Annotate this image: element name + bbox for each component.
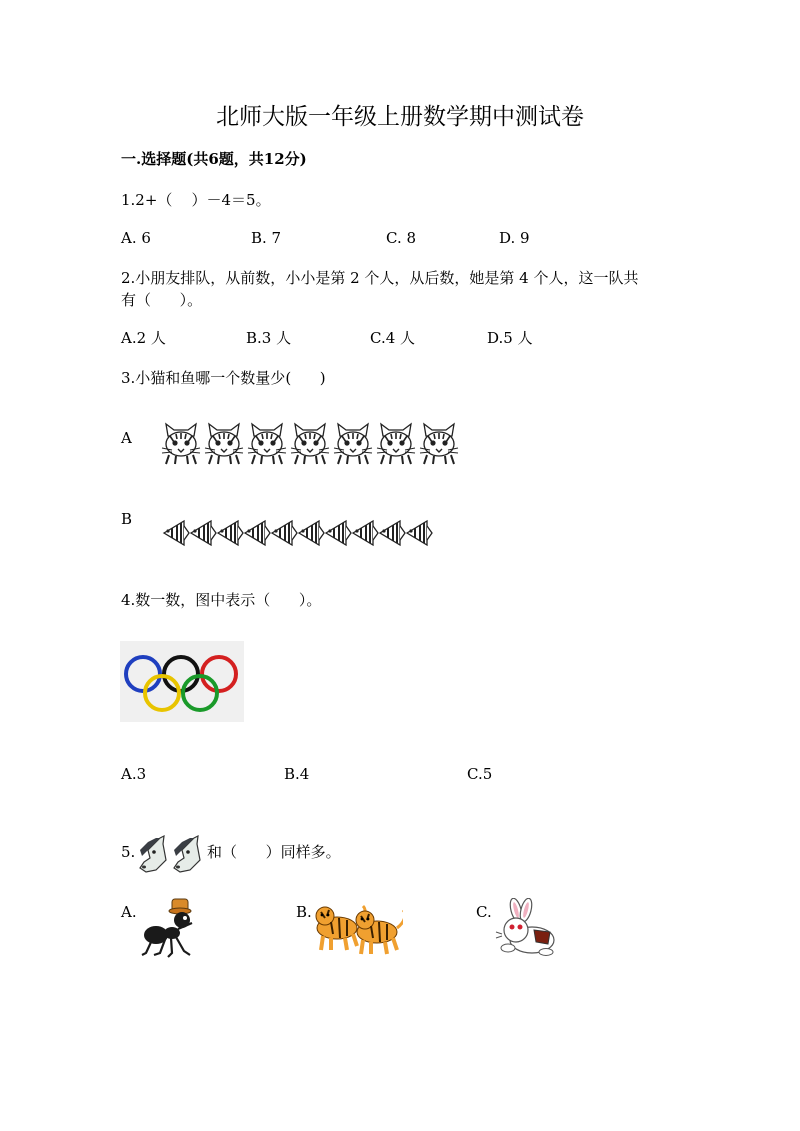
fish-icon: [407, 521, 432, 545]
q3-row-a-label: A: [121, 429, 132, 447]
q2-option-c: C.4 人: [370, 329, 416, 347]
question-5-stem: 和（ ）同样多。: [207, 843, 341, 861]
q5-option-b: B.: [296, 903, 312, 921]
cat-icon: [291, 424, 329, 464]
cat-row-figure: [160, 422, 470, 468]
fish-icon: [299, 521, 324, 545]
page-title: 北师大版一年级上册数学期中测试卷: [216, 104, 584, 130]
horse-heads-figure: [134, 834, 206, 874]
fish-row-figure: [162, 518, 442, 548]
q4-option-b: B.4: [284, 765, 310, 783]
cat-icon: [162, 424, 200, 464]
fish-icon: [164, 521, 189, 545]
rabbit-figure: [494, 898, 562, 958]
fish-icon: [245, 521, 270, 545]
q3-row-b-label: B: [121, 510, 133, 528]
cat-icon: [248, 424, 286, 464]
q2-option-d: D.5 人: [487, 329, 533, 347]
question-4-stem: 4.数一数，图中表示（ ）。: [121, 591, 322, 609]
question-5-number: 5.: [121, 843, 136, 861]
horse-head-icon: [140, 836, 166, 872]
fish-icon: [272, 521, 297, 545]
fish-icon: [353, 521, 378, 545]
fish-icon: [326, 521, 351, 545]
q1-option-c: C. 8: [386, 229, 417, 247]
q2-option-b: B.3 人: [246, 329, 292, 347]
fish-icon: [380, 521, 405, 545]
q5-option-a: A.: [121, 903, 137, 921]
q1-option-d: D. 9: [499, 229, 530, 247]
section-heading: 一.选择题(共6题，共12分): [121, 150, 307, 168]
cat-icon: [205, 424, 243, 464]
question-2-stem-line2: 有（ ）。: [121, 291, 203, 309]
cat-icon: [420, 424, 458, 464]
horse-head-icon: [174, 836, 200, 872]
q2-option-a: A.2 人: [121, 329, 166, 347]
tiger-icon: [356, 910, 403, 954]
q4-option-c: C.5: [467, 765, 493, 783]
q5-option-c: C.: [476, 903, 492, 921]
fish-icon: [218, 521, 243, 545]
tiger-icon: [316, 906, 365, 950]
cat-icon: [334, 424, 372, 464]
ant-figure: [138, 895, 208, 963]
tigers-figure: [313, 900, 403, 960]
q1-option-a: A. 6: [121, 229, 151, 247]
q4-option-a: A.3: [121, 765, 147, 783]
olympic-rings-figure: [120, 641, 244, 722]
fish-icon: [191, 521, 216, 545]
q1-option-b: B. 7: [251, 229, 282, 247]
cat-icon: [377, 424, 415, 464]
question-2-stem-line1: 2.小朋友排队，从前数，小小是第 2 个人，从后数，她是第 4 个人，这一队共: [121, 269, 639, 287]
question-1-stem: 1.2+（ ）－4＝5。: [121, 191, 271, 209]
question-3-stem: 3.小猫和鱼哪一个数量少( ): [121, 369, 326, 387]
